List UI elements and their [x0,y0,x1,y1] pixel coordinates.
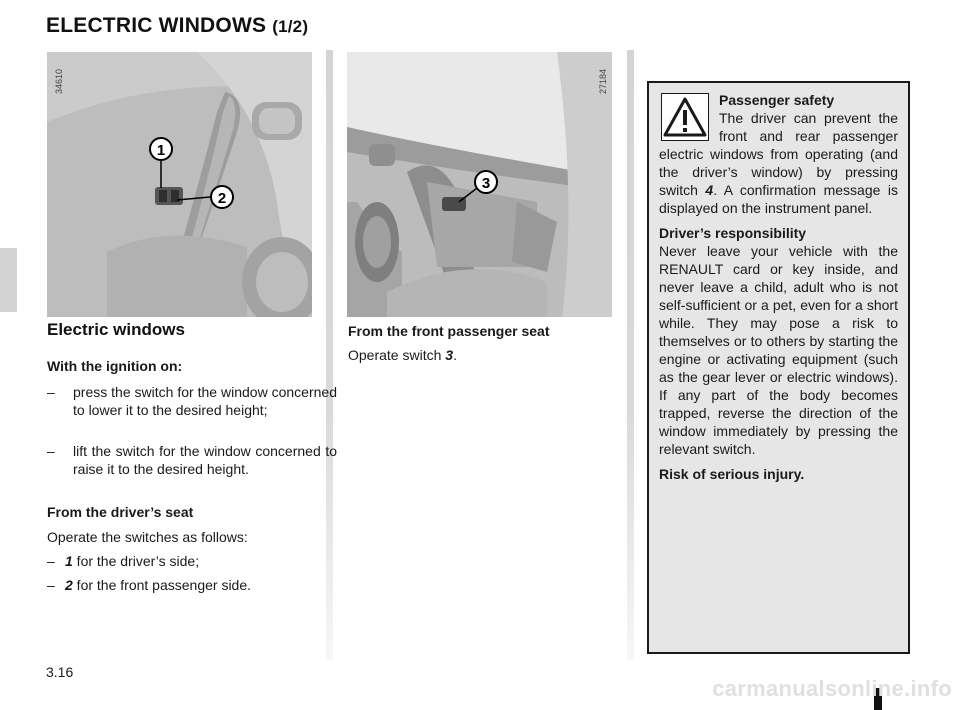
figure-ref-right: 27184 [598,68,608,94]
switch-item-1: – 1 for the driver’s side; [47,553,200,569]
passenger-safety-title: Passenger safety [719,92,835,108]
list-item: – lift the switch for the window concerned to raise it to the desired height. [47,443,337,477]
watermark: carmanualsonline.info [712,676,952,701]
section-heading: Electric windows [47,320,185,339]
list-item: – press the switch for the window concerned to lower it to the desired height; [47,384,337,418]
page-title-text: ELECTRIC WINDOWS [46,14,267,37]
passenger-seat-heading: From the front passenger seat [348,323,550,339]
responsibility-title: Driver’s responsibility [659,225,807,241]
driver-seat-intro: Operate the switches as follows: [47,529,248,545]
passenger-door-photo [347,52,612,317]
page-title [46,14,308,38]
passenger-door-illustration [347,52,612,317]
page-number: 3.16 [46,664,74,680]
switch-item-2: – 2 for the front passenger side. [47,577,252,593]
column-separator-right [627,50,634,660]
chapter-tab [0,248,17,312]
responsibility-text: Never leave your vehicle with the RENAULT card or key inside, and never leave a child, adult who is not self-sufficient or a pet, even for a short while. They may pose a risk to themselves or to others by starting the engine or activating equipment (such as the gear lever or electric windows). If any part of the body becomes trapped, reverse the direction of the window immediately by pressing the relevant switch. [659,243,898,457]
ignition-label: With the ignition on: [47,358,183,374]
passenger-seat-text: Operate switch 3. [348,347,457,363]
figure-ref-left: 34610 [54,68,64,94]
callout-3: 3 [481,175,491,192]
driver-seat-heading: From the driver’s seat [47,504,194,520]
warning-triangle-icon [661,93,709,141]
driver-door-photo [47,52,312,317]
column-separator [326,50,333,660]
page-title-part: (1/2) [272,17,309,36]
driver-door-illustration [47,52,312,317]
risk-text: Risk of serious injury. [659,466,805,482]
callout-2: 2 [217,190,227,207]
callout-1: 1 [156,142,166,159]
safety-warning-box: Passenger safety The driver can prevent the front and rear passenger electric windows from operating (and the driver’s window) by pressing switch 4. A confirmation message is displayed on the instrument panel. Driver’s responsibility Never leave your vehicle with the RENAULT card or key inside, and never leave a child, adult who is not self-sufficient or a pet, even for a short while. They may pose a risk to themselves or to others by starting the engine or activating equipment (such as the gear lever or electric windows). If any part of the body becomes trapped, reverse the direction of the window immediately by pressing the relevant switch. Risk of serious injury. [647,81,910,654]
